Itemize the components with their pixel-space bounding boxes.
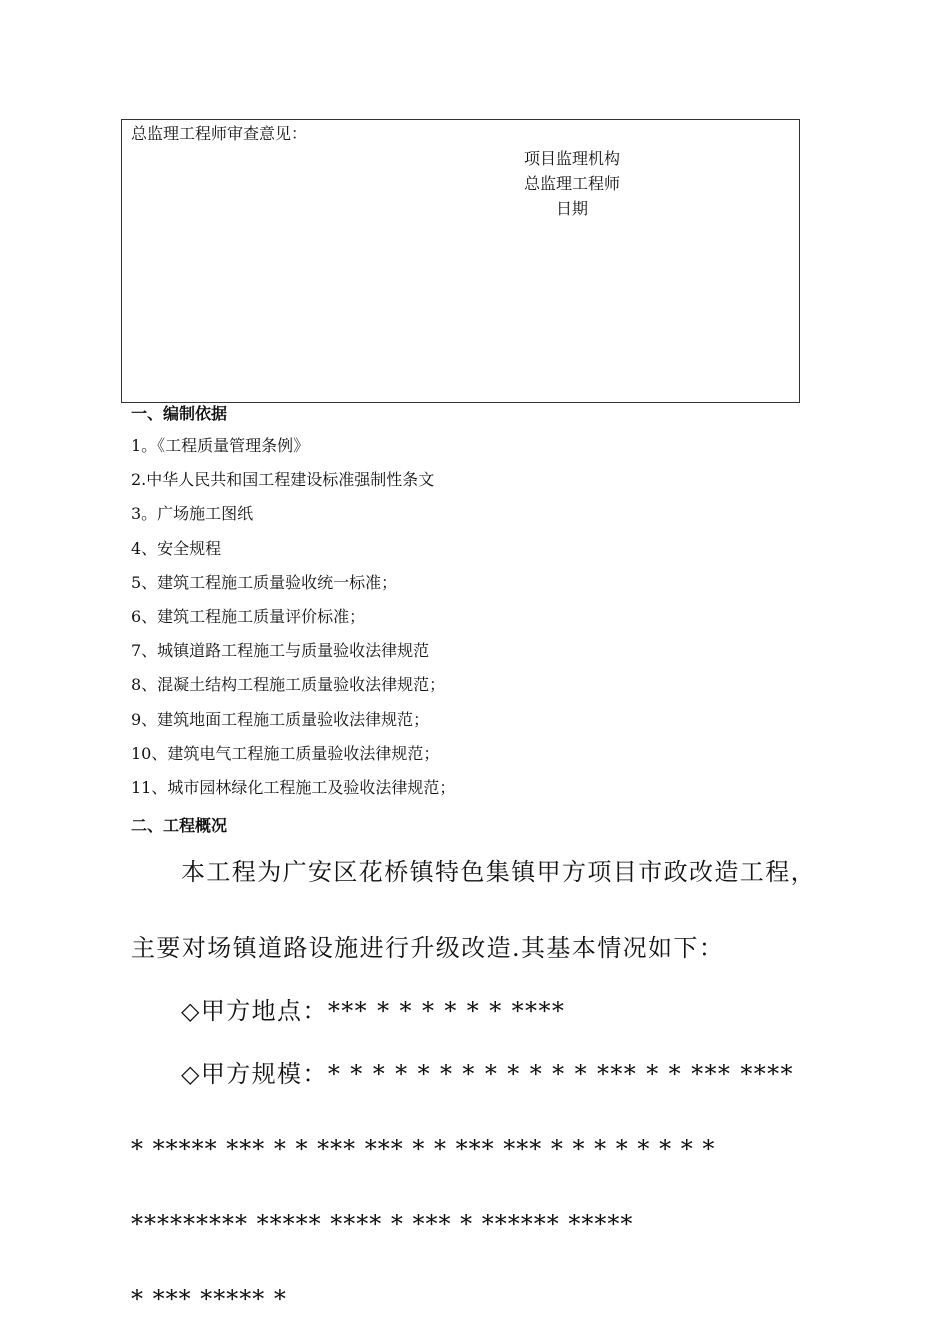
list-item: 3。广场施工图纸 xyxy=(131,504,254,524)
scale-label: ◇甲方规模： xyxy=(181,1060,328,1088)
date-label: 日期 xyxy=(555,199,588,218)
signature-block xyxy=(502,146,642,221)
location-label: ◇甲方地点： xyxy=(181,997,328,1025)
basis-list xyxy=(131,434,455,810)
list-item: 4、安全规程 xyxy=(131,538,222,558)
list-item: 11、城市园林绿化工程施工及验收法律规范； xyxy=(131,777,456,797)
project-scale xyxy=(181,1058,794,1090)
section-heading-basis: 一、编制依据 xyxy=(131,404,228,423)
scale-value-line3: ********* ***** **** * *** * ****** ***** xyxy=(131,1210,634,1238)
scale-value-line2: * ***** *** * * *** *** * * *** *** * * * * * * * * xyxy=(131,1135,716,1163)
list-item: 6、建筑工程施工质量评价标准； xyxy=(131,606,366,626)
review-title: 总监理工程师审查意见： xyxy=(131,124,308,143)
list-item: 1。《工程质量管理条例》 xyxy=(131,436,310,455)
scale-value-line1: * * * * * * * * * * * * *** * * *** **** xyxy=(327,1060,794,1088)
section-heading-overview: 二、工程概况 xyxy=(131,816,228,835)
list-item: 5、建筑工程施工质量验收统一标准； xyxy=(131,572,398,592)
list-item: 8、混凝土结构工程施工质量验收法律规范； xyxy=(131,675,446,695)
project-location xyxy=(181,995,565,1027)
chief-engineer-label: 总监理工程师 xyxy=(523,174,620,193)
supervisor-review-box xyxy=(121,119,800,403)
location-value: *** * * * * * * **** xyxy=(327,997,566,1025)
scale-value-line4: * *** ***** * xyxy=(131,1285,287,1313)
list-item: 2.中华人民共和国工程建设标准强制性条文 xyxy=(131,470,435,490)
list-item: 10、建筑电气工程施工质量验收法律规范； xyxy=(131,743,440,763)
supervision-org-label: 项目监理机构 xyxy=(523,149,620,168)
overview-paragraph-line1: 本工程为广安区花桥镇特色集镇甲方项目市政改造工程， xyxy=(181,858,816,886)
list-item: 9、建筑地面工程施工质量验收法律规范； xyxy=(131,709,430,729)
list-item: 7、城镇道路工程施工与质量验收法律规范 xyxy=(131,641,430,661)
overview-paragraph-line2: 主要对场镇道路设施进行升级改造.其基本情况如下： xyxy=(131,934,725,962)
